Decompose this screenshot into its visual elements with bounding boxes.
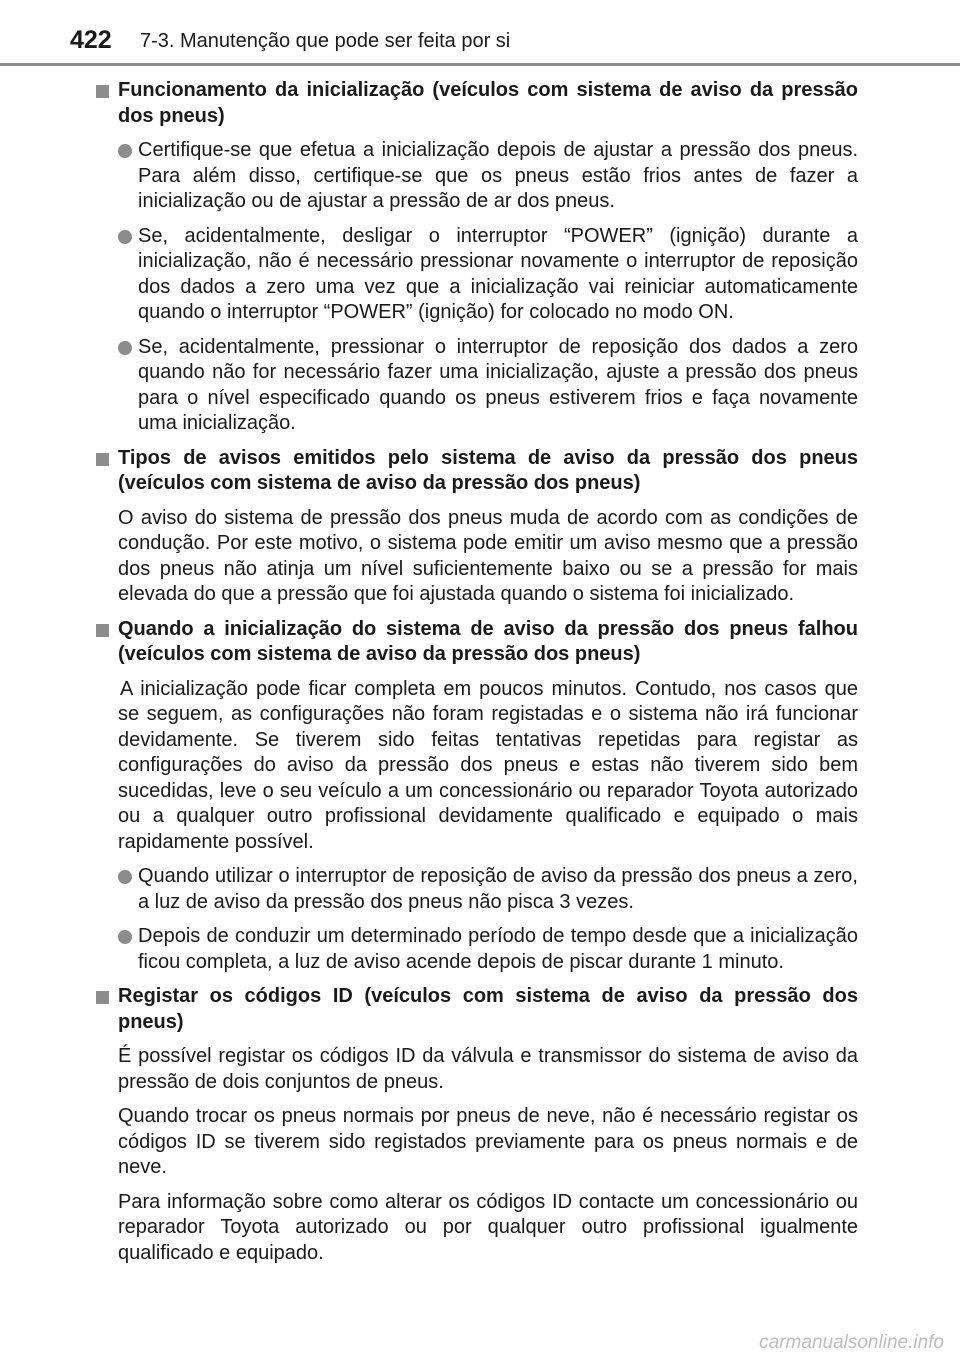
header-divider [0,63,960,66]
square-bullet-icon [96,85,109,98]
section-heading [96,78,858,129]
list-item [96,224,858,326]
page-content [96,78,858,1275]
body-paragraph: É possível registar os códigos ID da válvula e transmissor do sistema de aviso da pressão de dois conjuntos de pneus. [118,1045,858,1093]
round-bullet-icon [118,870,132,884]
square-bullet-icon [96,624,109,637]
list-item [96,924,858,975]
watermark: carmanualsonline.info [759,1332,944,1353]
section-heading [96,446,858,497]
section-heading [96,984,858,1035]
list-item [96,864,858,915]
round-bullet-icon [118,930,132,944]
list-item-text: Quando utilizar o interruptor de reposição de aviso da pressão dos pneus a zero, a luz de aviso da pressão dos pneus não pisca 3 vezes. [138,865,858,913]
round-bullet-icon [118,144,132,158]
square-bullet-icon [96,991,109,1004]
body-paragraph: A inicialização pode ficar completa em poucos minutos. Contudo, nos casos que se seguem, as configurações não foram registadas e o sistema não irá funcionar devidamente. Se tiverem sido feitas tentativas repetidas para registar as configurações do aviso da pressão dos pneus e estas não tiverem sido bem sucedidas, leve o seu veículo a um concessionário ou reparador Toyota autorizado ou a qualquer outro profissional devidamente qualificado e equipado o mais rapidamente possível. [118,677,858,853]
section-heading-text: Tipos de avisos emitidos pelo sistema de aviso da pressão dos pneus (veículos com sistema de aviso da pressão dos pneus) [118,446,858,494]
section-heading-text: Registar os códigos ID (veículos com sistema de aviso da pressão dos pneus) [118,985,858,1033]
body-paragraph: Quando trocar os pneus normais por pneus de neve, não é necessário registar os códigos ID se tiverem sido registados previamente para os pneus normais e de neve. [118,1105,858,1178]
page-number: 422 [70,26,112,54]
round-bullet-icon [118,341,132,355]
section-heading-text: Quando a inicialização do sistema de aviso da pressão dos pneus falhou (veículos com sistema de aviso da pressão dos pneus) [118,617,858,665]
section-heading [96,617,858,668]
page-header [0,0,960,66]
chapter-title: 7-3. Manutenção que pode ser feita por si [140,30,511,52]
list-item [96,138,858,215]
section-heading-text: Funcionamento da inicialização (veículos com sistema de aviso da pressão dos pneus) [118,79,858,127]
round-bullet-icon [118,230,132,244]
list-item-text: Depois de conduzir um determinado período de tempo desde que a inicialização ficou completa, a luz de aviso acende depois de piscar durante 1 minuto. [138,925,858,973]
list-item [96,335,858,437]
square-bullet-icon [96,453,109,466]
body-paragraph: Para informação sobre como alterar os códigos ID contacte um concessionário ou reparador Toyota autorizado ou por qualquer outro profissional igualmente qualificado e equipado. [118,1190,858,1264]
list-item-text: Se, acidentalmente, desligar o interruptor “POWER” (ignição) durante a inicialização, não é necessário pressionar novamente o interruptor de reposição dos dados a zero uma vez que a inicialização vai reiniciar automaticamente quando o interruptor “POWER” (ignição) for colocado no modo ON. [138,224,858,323]
list-item-text: Certifique-se que efetua a inicialização depois de ajustar a pressão dos pneus. Para além disso, certifique-se que os pneus estão frios antes de fazer a inicialização ou de ajustar a pressão de ar dos pneus. [138,139,858,212]
body-paragraph: O aviso do sistema de pressão dos pneus muda de acordo com as condições de condução. Por este motivo, o sistema pode emitir um aviso mesmo que a pressão dos pneus não atinja um nível suficientemente baixo ou se a pressão for mais elevada do que a pressão que foi ajustada quando o sistema foi inicializado. [118,506,858,605]
list-item-text: Se, acidentalmente, pressionar o interruptor de reposição dos dados a zero quando não for necessário fazer uma inicialização, ajuste a pressão dos pneus para o nível especificado quando os pneus estiverem frios e faça novamente uma inicialização. [138,335,858,434]
